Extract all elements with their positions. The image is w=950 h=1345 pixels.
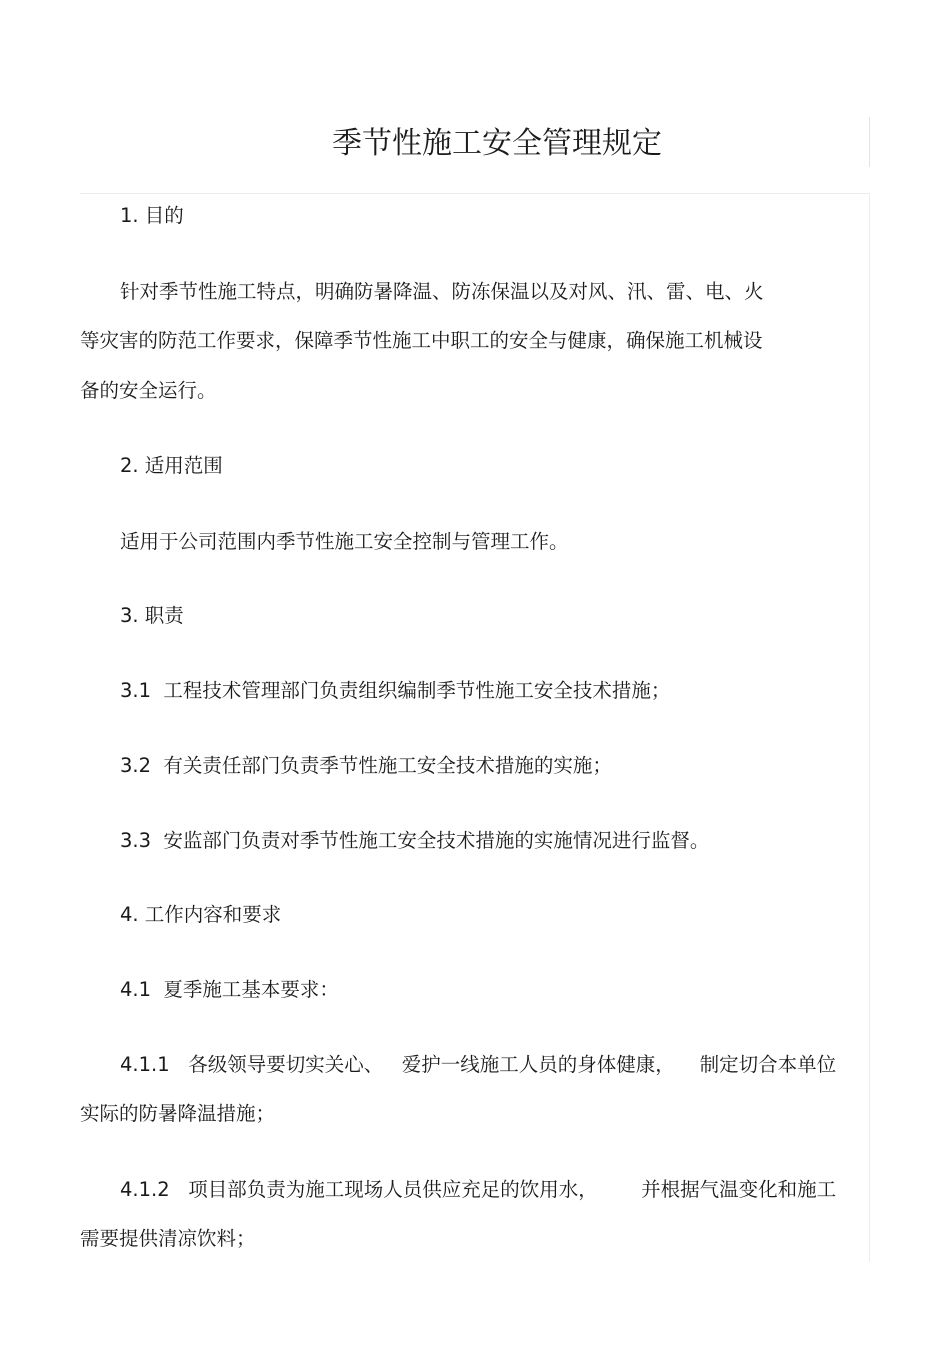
section-4-1: 4.1 夏季施工基本要求： xyxy=(120,978,339,1001)
section-4-1-2-line-2: 需要提供清凉饮料； xyxy=(80,1227,256,1250)
section-4-1-1-line-2: 实际的防暑降温措施； xyxy=(80,1102,276,1125)
margin-line xyxy=(869,194,870,1262)
section-1-para-line-3: 备的安全运行。 xyxy=(80,379,217,402)
section-4-1-1-line-1: 4.1.1 各级领导要切实关心、 爱护一线施工人员的身体健康， 制定切合本单位 xyxy=(120,1053,837,1076)
section-4-heading: 4. 工作内容和要求 xyxy=(120,903,282,926)
section-2-heading: 2. 适用范围 xyxy=(120,454,223,477)
section-4-1-2-line-1: 4.1.2 项目部负责为施工现场人员供应充足的饮用水， 并根据气温变化和施工 xyxy=(120,1178,837,1201)
section-1-para-line-1: 针对季节性施工特点，明确防暑降温、防冻保温以及对风、汛、雷、电、火 xyxy=(120,280,764,303)
section-3-item-1: 3.1 工程技术管理部门负责组织编制季节性施工安全技术措施； xyxy=(120,679,671,702)
section-3-item-2: 3.2 有关责任部门负责季节性施工安全技术措施的实施； xyxy=(120,754,612,777)
document-title: 季节性施工安全管理规定 xyxy=(332,126,662,161)
section-3-heading: 3. 职责 xyxy=(120,604,184,627)
section-1-para-line-2: 等灾害的防范工作要求，保障季节性施工中职工的安全与健康，确保施工机械设 xyxy=(80,329,763,352)
section-1-heading: 1. 目的 xyxy=(120,204,184,227)
header-divider xyxy=(80,193,870,194)
section-2-para: 适用于公司范围内季节性施工安全控制与管理工作。 xyxy=(120,530,569,553)
section-3-item-3: 3.3 安监部门负责对季节性施工安全技术措施的实施情况进行监督。 xyxy=(120,829,710,852)
